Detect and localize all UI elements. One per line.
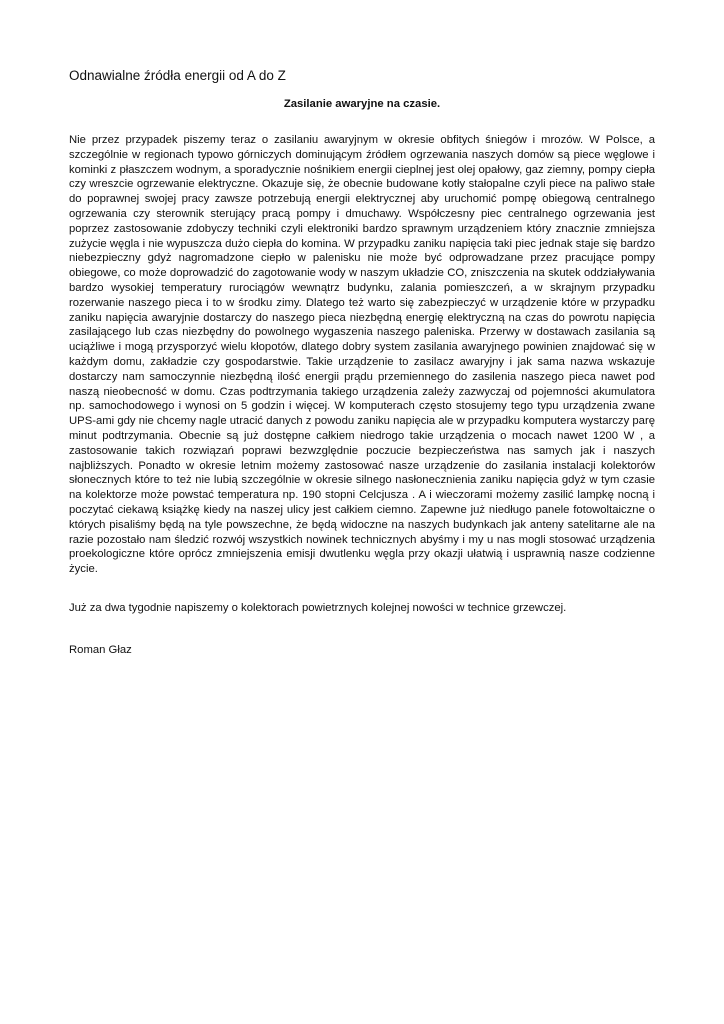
header-title: Odnawialne źródła energii od A do Z <box>69 68 286 83</box>
article-body: Nie przez przypadek piszemy teraz o zasilaniu awaryjnym w okresie obfitych śniegów i mrozów. W Polsce, a szczególnie w regionach typowo górniczych dominującym źródłem ogrzewania naszych domów są piece węglowe i kominki z płaszczem wodnym, a sporadycznie nośnikiem energii cieplnej jest olej opałowy, gaz ziemny, pompy ciepła czy wreszcie ogrzewanie elektryczne. Okazuje się, że obecnie budowane kotły stałopalne czyli piece na paliwo stałe do poprawnej swojej pracy zawsze potrzebują energii elektrycznej aby uruchomić pompę obiegową centralnego ogrzewania czy sterownik sterujący pracą pompy i dmuchawy. Współczesny piec centralnego ogrzewania jest poprzez zastosowanie zdobyczy techniki czyli elektroniki bardzo sprawnym urządzeniem który znacznie zmniejsza zużycie węgla i nie wypuszcza dużo ciepła do komina. W przypadku zaniku napięcia taki piec jednak staje się bardzo niebezpieczny gdyż nagromadzone ciepło w palenisku nie może być odprowadzane przez pracujące pompy obiegowe, co może doprowadzić do zagotowanie wody w naszym układzie CO, zniszczenia na skutek oddziaływania bardzo wysokiej temperatury rurociągów wewnątrz budynku, zalania pomieszczeń, a w skrajnym przypadku rozerwanie naszego pieca i to w środku zimy. Dlatego też warto się zabezpieczyć w urządzenie które w przypadku zaniku napięcia awaryjnie dostarczy do naszego pieca niezbędną energię elektryczną na czas do powrotu napięcia zasilającego lub czas niezbędny do powolnego wygaszenia naszego paleniska. Przerwy w dostawach zasilania są uciążliwe i mogą przysporzyć wielu kłopotów, dlatego dobry system zasilania awaryjnego powinien znajdować się w każdym domu, zakładzie czy gospodarstwie. Takie urządzenie to zasilacz awaryjny i jak sama nazwa wskazuje dostarczy nam samoczynnie niezbędną ilość energii prądu przemiennego do zasilenia naszego pieca nawet pod naszą nieobecność w domu. Czas podtrzymania takiego urządzenia zależy zazwyczaj od pojemności akumulatora np. samochodowego i wynosi on 5 godzin i więcej. W komputerach często stosujemy tego typu urządzenia zwane UPS-ami gdy nie chcemy nagle utracić danych z powodu zaniku napięcia ale w przypadku komputera wystarczy parę minut podtrzymania. Obecnie są już dostępne całkiem niedrogo takie urządzenia o mocach nawet 1200 W , a zastosowanie takich rozwiązań poprawi bezwzględnie poczucie bezpieczeństwa nas samych jak i naszych najbliższych. Ponadto w okresie letnim możemy zastosować nasze urządzenie do zasilania instalacji kolektorów słonecznych które to też nie lubią szczególnie w okresie silnego nasłonecznienia zaniku napięcia gdyż w tym czasie na kolektorze może powstać temperatura np. 190 stopni Celcjusza . A i wieczorami możemy zasilić lampkę nocną i poczytać ciekawą książkę kiedy na naszej ulicy jest całkiem ciemno. Zapewne już niedługo panele fotowoltaiczne o których pisaliśmy będą na tyle powszechne, że będą widoczne na naszych budynkach jak anteny satelitarne ale na razie pozostało nam śledzić rozwój wszystkich nowinek technicznych abyśmy i my u nas mogli stosować urządzenia proekologiczne które oprócz zmniejszenia emisji dwutlenku węgla przy okazji ułatwią i usprawnią nasze codzienne życie. <box>69 134 655 576</box>
article-title: Zasilanie awaryjne na czasie. <box>283 98 441 110</box>
next-issue-note: Już za dwa tygodnie napiszemy o kolektorach powietrznych kolejnej nowości w technice grzewczej. <box>69 602 567 614</box>
author-name: Roman Głaz <box>69 644 132 656</box>
document-page <box>69 0 655 1024</box>
